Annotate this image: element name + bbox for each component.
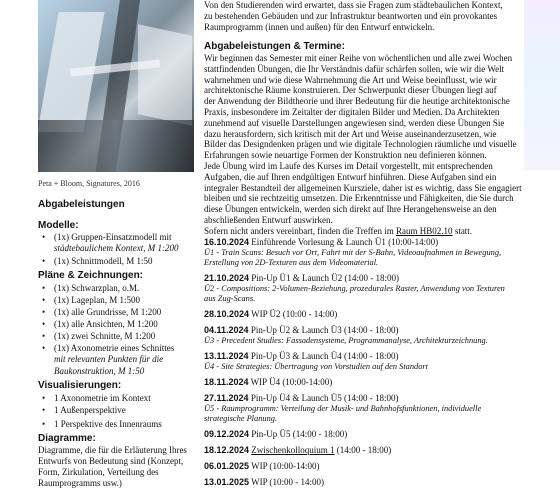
diagramme-title: Diagramme:	[38, 433, 96, 444]
plaene-title: Pläne & Zeichnungen:	[38, 270, 144, 281]
list-item: (1x) zwei Schnitte, M 1:200	[54, 331, 156, 341]
entry-date: 18.12.2024	[204, 445, 250, 455]
schedule-entry	[204, 309, 530, 319]
left-column	[38, 0, 194, 492]
list-item: (1x) Gruppen-Einsatzmodell mit	[54, 232, 172, 242]
para-line: Wir beginnen das Semester mit einer Reihe von wöchentlichen und alle zwei Wochen	[204, 53, 513, 63]
entry-sub: Ü5 - Raumprogramm: Verteilung der Musik- und Bahnhofsfunktionen, individuelle	[204, 404, 482, 413]
entry-text: Pin-Up Ü5 (14:00 - 18:00)	[249, 429, 348, 439]
schedule-entry	[204, 273, 530, 283]
intro-line: Von den Studierenden wird erwartet, dass sie Fragen zum städtebaulichen Kontext,	[204, 0, 503, 10]
para-line: Aufgaben, die auf Ihren endgültigen Entwurf hinführen. Diese Aufgaben sind ein	[204, 171, 497, 182]
para-line: Praxis, insbesondere im Zeitalter der digitalen Bilder und Medien. Da Architekten	[204, 106, 500, 117]
para-line: zunehmend auf visuelle Darstellungen angewiesen sind, werden diese Übungen Sie	[204, 117, 505, 128]
entry-date: 28.10.2024	[204, 309, 250, 319]
bullet-icon: •	[42, 256, 46, 266]
bullet-icon: •	[42, 295, 46, 305]
diagramme-line: Form, Zirkulation, Verteilung des	[38, 467, 159, 477]
room-link[interactable]: Raum HB02.10	[396, 225, 453, 236]
entry-sub: Ü2 - Compositions: 2-Volumen-Beziehung, prozedurales Raster, Anwendung von Texturen	[204, 284, 505, 293]
intro-paragraph	[204, 0, 503, 33]
bullet-icon: •	[42, 419, 46, 429]
entry-text: Pin-Up Ü4 & Launch Ü5 (14:00 - 18:00)	[248, 393, 399, 403]
entry-date: 13.01.2025	[204, 477, 250, 487]
para-line: architektonische Räume konstruieren. Der Schwerpunkt dieser Übungen liegt auf	[204, 85, 497, 96]
schedule-entry	[204, 477, 530, 487]
list-item: (1x) Schwarzplan, o.M.	[54, 283, 140, 293]
meeting-line	[204, 226, 522, 237]
visual-title: Visualisierungen:	[38, 380, 122, 391]
meeting-suffix: statt.	[452, 225, 473, 236]
entry-date: 18.11.2024	[204, 377, 249, 387]
entry-text: WIP (10:00 - 14:00)	[249, 477, 325, 487]
para-line: dazu herausfordern, sich kritisch mit der Art und Weise auseinanderzusetzen, wie	[204, 128, 497, 139]
photo-caption: Peta + Bloom, Signatures, 2016	[38, 179, 140, 188]
description-paragraph	[204, 53, 522, 237]
entry-text: Pin-Up Ü1 & Launch Ü2 (14:00 - 18:00)	[249, 273, 400, 283]
bullet-icon: •	[42, 331, 46, 341]
schedule-entry	[204, 461, 530, 471]
list-item: (1x) Schnittmodell, M 1:50	[54, 256, 153, 266]
diagramme-line: Entwurfs von Bedeutung sind (Konzept,	[38, 456, 184, 466]
para-line: diese Übungen entwickeln, werden sich direkt auf Ihre Herangehensweise an den	[204, 204, 497, 215]
list-item: 1 Perspektive des Innenraums	[54, 419, 162, 429]
meeting-prefix: Sofern nicht anders vereinbart, finden die Treffen im	[204, 225, 397, 236]
entry-text: Einführende Vorlesung & Launch Ü1 (10:00-14:00)	[249, 237, 439, 247]
entry-date: 09.12.2024	[204, 429, 250, 439]
entry-text: WIP Ü4 (10:00-14:00)	[248, 377, 333, 387]
para-line: integraler Bestandteil der allgemeinen Kursziele, daher ist es wichtig, dass Sie engagiert	[204, 182, 522, 193]
list-item	[54, 366, 144, 377]
colloquium-link[interactable]: Zwischenkolloquium 1	[251, 445, 335, 455]
bullet-icon: •	[42, 283, 46, 293]
para-line: abschließenden Entwurf auswirken.	[204, 214, 333, 225]
entry-sub: Ü4 - Site Strategies: Übertragung von Vorstudien auf den Standort	[204, 362, 429, 371]
entry-text: WIP Ü2 (10:00 - 14:00)	[249, 309, 338, 319]
list-item: (1x) Axonometrie eines Schnittes	[54, 343, 175, 353]
bullet-icon: •	[42, 319, 46, 329]
para-line: bleiben und sie rechtzeitig umsetzen. Die Erkenntnisse und Fähigkeiten, die Sie durch	[204, 193, 514, 204]
abgabe-title: Abgabeleistungen	[38, 199, 125, 210]
intro-line: zu bestehenden Gebäuden und zur Infrastruktur beantworten und ein provokantes	[204, 11, 498, 21]
para-line: Bilder das Designdenken prägen und wie digitale Technologien räumliche und visuelle	[204, 139, 517, 150]
diagramme-line: Raumprogramms usw.)	[38, 478, 122, 488]
bullet-icon: •	[42, 343, 46, 353]
list-item: (1x) alle Grundrisse, M 1:200	[54, 307, 162, 317]
schedule-heading: Abgabeleistungen & Termine:	[204, 41, 345, 52]
entry-date: 16.10.2024	[204, 237, 250, 247]
architecture-photo	[38, 0, 194, 172]
entry-sub: Ü3 - Precedent Studies: Fassadensysteme, Programmanalyse, Architekturzeichnung.	[204, 336, 488, 345]
entry-date: 13.11.2024	[204, 351, 249, 361]
entry-sub: Ü1 - Train Scans: Besuch vor Ort, Fahrt mit der S-Bahn, Videoaufnahmen in Bewegung,	[204, 248, 502, 257]
diagramme-line: Diagramme, die für die Erläuterung Ihres	[38, 445, 187, 455]
entry-sub: aus Zug-Scans.	[204, 294, 256, 303]
modelle-title: Modelle:	[38, 220, 79, 231]
entry-text: WIP (10:00-14:00)	[249, 461, 320, 471]
entry-date: 27.11.2024	[204, 393, 249, 403]
bullet-icon: •	[42, 307, 46, 317]
list-item: (1x) Lageplan, M 1:500	[54, 295, 140, 305]
schedule-entry	[204, 393, 530, 403]
schedule-entry	[204, 429, 530, 439]
para-line: wahrnehmen und wie diese Wahrnehmung die Art und Weise beeinflusst, wie wir	[204, 74, 497, 85]
list-item-text: Baukonstruktion, M 1:50	[54, 366, 145, 376]
schedule-entry	[204, 351, 530, 361]
schedule-entry	[204, 445, 530, 455]
para-line: der Anwendung der Bildtheorie und ihrer Bedeutung für die heutige architektonische	[204, 96, 510, 107]
bullet-icon: •	[42, 393, 46, 403]
right-column	[204, 0, 530, 492]
entry-text: Pin-Up Ü2 & Launch Ü3 (14:00 - 18:00)	[248, 325, 399, 335]
bullet-icon: •	[42, 405, 46, 415]
list-item: 1 Axonometrie im Kontext	[54, 393, 151, 403]
schedule-entry	[204, 237, 530, 247]
entry-sub: strategische Planung.	[204, 414, 278, 423]
schedule-entry	[204, 325, 530, 335]
entry-sub: Erstellung von 2D-Texturen aus dem Videomaterial.	[204, 258, 379, 267]
schedule-entry	[204, 377, 530, 387]
list-item: (1x) alle Ansichten, M 1:200	[54, 319, 158, 329]
entry-date: 21.10.2024	[204, 273, 250, 283]
para-line: Jede Übung wird im Laufe des Kurses im Detail vorgestellt, mit entsprechenden	[204, 160, 493, 171]
list-item: 1 Außenperspektive	[54, 405, 126, 415]
para-line: Erfahrungen sowie neuartige Formen der Konstruktion neu definieren können.	[204, 150, 487, 161]
entry-text: Pin-Up Ü3 & Launch Ü4 (14:00 - 18:00)	[248, 351, 399, 361]
entry-text: (14:00 - 18:00)	[334, 445, 392, 455]
para-line: stattfindenden Übungen, die Ihr Verständnis dafür schärfen sollen, wie wir die Welt	[204, 63, 505, 74]
list-item: städtebaulichem Kontext, M 1:200	[54, 243, 179, 253]
intro-line: Raumprogramm (innen und außen) für den Entwurf entwickeln.	[204, 22, 435, 32]
list-item: mit relevanten Punkten für die	[54, 354, 164, 364]
entry-date: 04.11.2024	[204, 325, 249, 335]
bullet-icon: •	[42, 232, 46, 242]
entry-date: 06.01.2025	[204, 461, 250, 471]
